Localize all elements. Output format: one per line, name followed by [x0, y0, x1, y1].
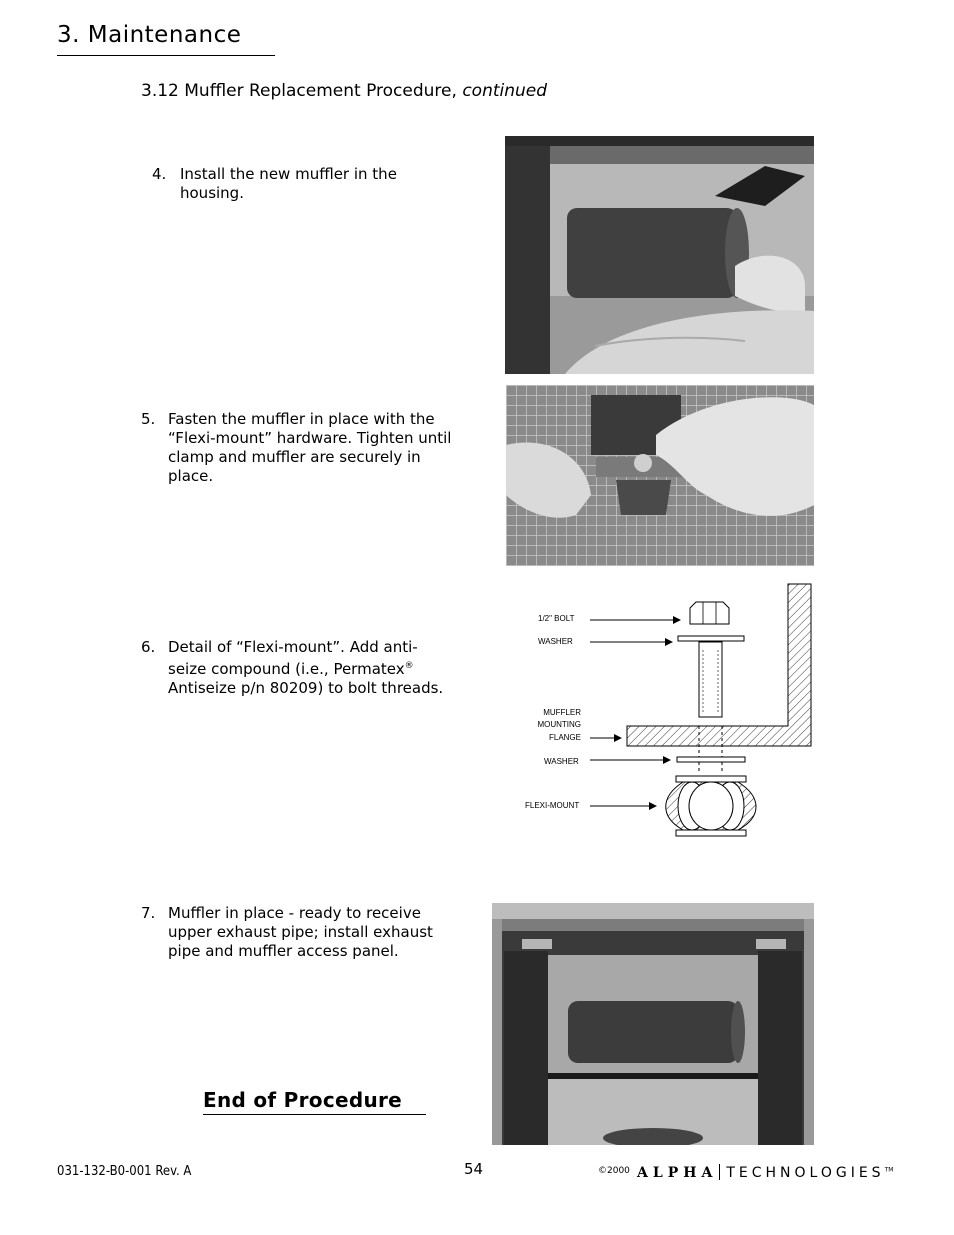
photo-muffler-in-place — [492, 903, 814, 1145]
label-flange-2: MOUNTING — [537, 720, 581, 729]
chapter-underline — [57, 55, 275, 56]
brand-separator — [719, 1164, 720, 1180]
chapter-title: 3. Maintenance — [57, 22, 242, 48]
step-number: 7. — [141, 904, 156, 922]
brand-logo — [637, 1164, 893, 1181]
brand-alpha: ALPHA — [637, 1165, 718, 1181]
step-text: Fasten the muffler in place with the “Flexi-mount” hardware. Tighten until clamp and muffler are securely in place. — [168, 410, 452, 485]
label-flange-1: MUFFLER — [543, 708, 581, 717]
step-number: 4. — [152, 165, 167, 183]
flexi-mount-diagram — [520, 582, 820, 842]
end-of-procedure: End of Procedure — [203, 1088, 403, 1112]
photo-install-muffler — [505, 136, 814, 374]
document-number: 031-132-B0-001 Rev. A — [57, 1164, 192, 1179]
section-title-main: 3.12 Muffler Replacement Procedure, — [141, 81, 463, 101]
label-washer-top: WASHER — [538, 637, 573, 646]
page-number: 54 — [464, 1160, 484, 1178]
label-washer-bottom: WASHER — [544, 757, 579, 766]
step-7 — [141, 904, 461, 984]
brand-trademark: TM — [884, 1166, 894, 1174]
copyright: ©2000 — [598, 1166, 630, 1176]
registered-mark: ® — [404, 661, 414, 671]
photo-fasten-muffler — [506, 385, 814, 566]
step-text — [168, 638, 453, 698]
step-6 — [141, 638, 461, 718]
label-bolt: 1/2" BOLT — [538, 614, 575, 623]
step-4 — [152, 165, 452, 205]
end-of-procedure-underline — [203, 1114, 426, 1115]
step-text: Install the new muffler in the housing. — [180, 165, 397, 202]
step-number: 5. — [141, 410, 156, 428]
step-text: Muffler in place - ready to receive upper exhaust pipe; install exhaust pipe and muffler access panel. — [168, 904, 433, 960]
step-number: 6. — [141, 638, 156, 656]
step-5 — [141, 410, 461, 490]
brand-technologies: TECHNOLOGIES — [726, 1165, 885, 1181]
section-title — [141, 81, 547, 101]
step-text-part: Detail of “Flexi-mount”. Add anti-seize compound (i.e., Permatex — [168, 638, 418, 678]
label-flexi-mount: FLEXI-MOUNT — [525, 801, 580, 810]
label-flange-3: FLANGE — [548, 733, 581, 742]
section-title-continued: continued — [462, 81, 548, 101]
step-text-part: Antiseize p/n 80209) to bolt threads. — [168, 679, 444, 697]
